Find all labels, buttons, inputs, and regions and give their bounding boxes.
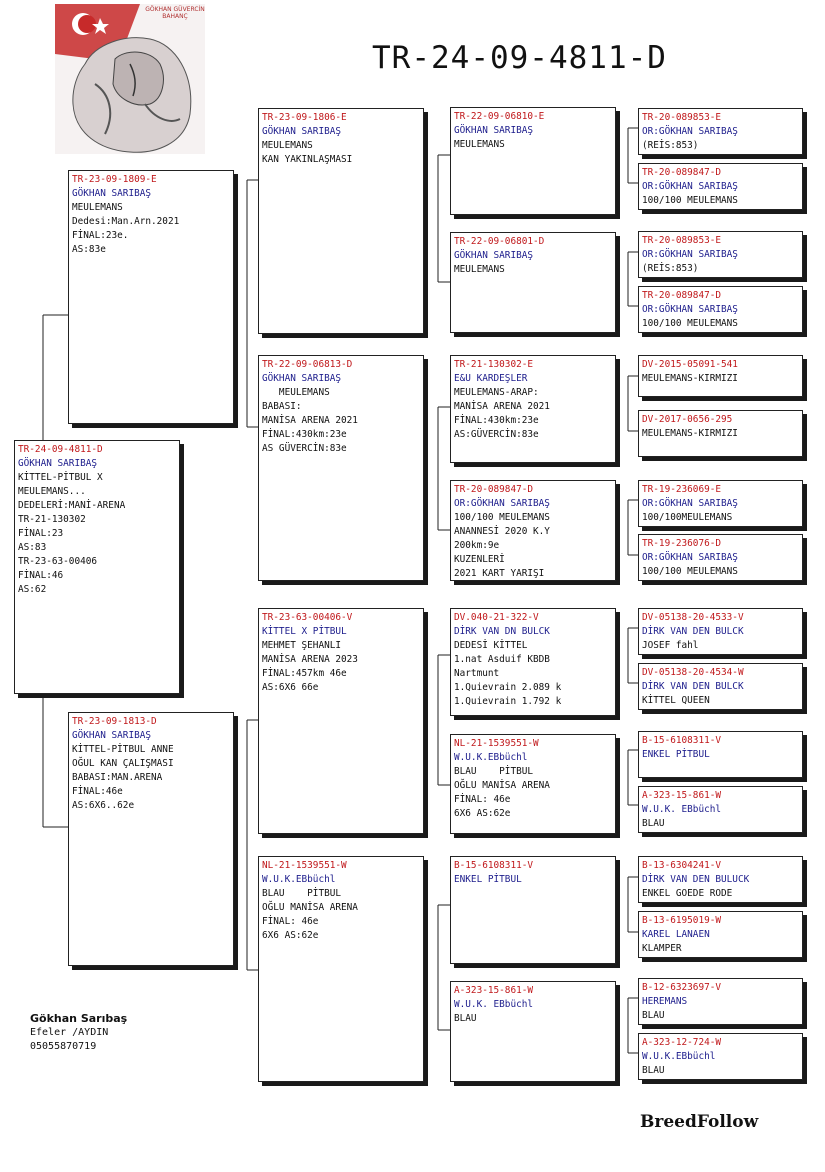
pigeon-info-line: DEDELERİ:MANİ-ARENA [18, 500, 126, 511]
pedigree-card-gen4-8 [638, 534, 803, 581]
pigeon-info-line: FİNAL:46e [72, 786, 123, 797]
pigeon-info-line: KLAMPER [642, 943, 682, 954]
breeder-name: GÖKHAN SARIBAŞ [18, 458, 98, 469]
pigeon-info-line: 1.Quievrain 1.792 k [454, 696, 562, 707]
breeder-name: W.U.K.EBbüchl [454, 752, 528, 763]
ring-number: DV-2015-05091-541 [642, 359, 738, 370]
breeder-name: W.U.K.EBbüchl [642, 1051, 716, 1062]
breeder-name: DİRK VAN DEN BULCK [642, 681, 744, 692]
pedigree-card-subject [14, 440, 180, 694]
pigeon-info-line: 200km:9e [454, 540, 500, 551]
pigeon-info-line: FİNAL:46 [18, 570, 64, 581]
ring-number: DV-2017-0656-295 [642, 414, 733, 425]
pigeon-info-line: BLAU PİTBUL [454, 766, 534, 777]
pigeon-info-line: KUZENLERİ [454, 554, 505, 565]
breeder-name: GÖKHAN SARIBAŞ [262, 126, 342, 137]
pigeon-info-line: AS GÜVERCİN:83e [262, 443, 347, 454]
ring-number: TR-20-089853-E [642, 235, 722, 246]
pigeon-info-line: 6X6 AS:62e [262, 930, 319, 941]
pigeon-info-line: Nartmunt [454, 668, 500, 679]
breeder-name: GÖKHAN SARIBAŞ [72, 188, 152, 199]
ring-number: TR-23-09-1806-E [262, 112, 347, 123]
pigeon-info-line: FİNAL:430km:23e [454, 415, 539, 426]
pigeon-info-line: MEULEMANS [454, 139, 505, 150]
ring-number: B-13-6304241-V [642, 860, 722, 871]
pedigree-card-gen3-6 [450, 734, 616, 834]
pigeon-info-line: 6X6 AS:62e [454, 808, 511, 819]
pedigree-card-gen3-2 [450, 232, 616, 333]
pedigree-card-gen4-2 [638, 163, 803, 210]
pedigree-card-gen3-5 [450, 608, 616, 716]
pigeon-info-line: 100/100 MEULEMANS [454, 512, 550, 523]
pigeon-info-line: MEULEMANS... [18, 486, 86, 497]
ring-number: A-323-15-861-W [454, 985, 534, 996]
breeder-name: OR:GÖKHAN SARIBAŞ [454, 498, 550, 509]
ring-number: B-15-6108311-V [454, 860, 534, 871]
pedigree-card-gen4-1 [638, 108, 803, 155]
pigeon-info-line: 1.Quievrain 2.089 k [454, 682, 562, 693]
pigeon-info-line: AS:83 [18, 542, 47, 553]
ring-number: DV.040-21-322-V [454, 612, 539, 623]
pigeon-info-line: BLAU PİTBUL [262, 888, 342, 899]
breeder-name: GÖKHAN SARIBAŞ [454, 250, 534, 261]
breeder-name: GÖKHAN SARIBAŞ [72, 730, 152, 741]
pigeon-info-line: FİNAL:23 [18, 528, 64, 539]
breeder-name: GÖKHAN SARIBAŞ [454, 125, 534, 136]
breeder-name: HEREMANS [642, 996, 688, 1007]
breeder-contact [30, 1012, 127, 1054]
breeder-name: OR:GÖKHAN SARIBAŞ [642, 181, 738, 192]
ring-number: TR-21-130302-E [454, 359, 534, 370]
pigeon-info-line: AS:6X6 66e [262, 682, 319, 693]
pedigree-card-sire-sire [258, 108, 424, 334]
breeder-phone: 05055870719 [30, 1041, 97, 1052]
pigeon-info-line: MEULEMANS [72, 202, 123, 213]
ring-number: TR-22-09-06813-D [262, 359, 353, 370]
pedigree-card-gen4-13 [638, 856, 803, 903]
pedigree-card-gen4-9 [638, 608, 803, 655]
pigeon-info-line: BABASI: [262, 401, 302, 412]
pedigree-card-gen4-11 [638, 731, 803, 778]
pigeon-info-line: OĞUL KAN ÇALIŞMASI [72, 758, 174, 769]
breeder-name: OR:GÖKHAN SARIBAŞ [642, 498, 738, 509]
ring-number: A-323-15-861-W [642, 790, 722, 801]
pedigree-card-gen4-5 [638, 355, 803, 397]
ring-number: TR-20-089847-D [454, 484, 534, 495]
ring-number: TR-20-089847-D [642, 167, 722, 178]
pedigree-card-gen4-4 [638, 286, 803, 333]
ring-number: TR-23-09-1809-E [72, 174, 157, 185]
ring-number: NL-21-1539551-W [262, 860, 347, 871]
pigeon-info-line: MEHMET ŞEHANLI [262, 640, 342, 651]
pedigree-card-gen4-15 [638, 978, 803, 1025]
pigeon-info-line: (REİS:853) [642, 140, 699, 151]
breeder-city: Efeler /AYDIN [30, 1027, 109, 1038]
pedigree-card-gen4-3 [638, 231, 803, 278]
pigeon-info-line: Dedesi:Man.Arn.2021 [72, 216, 180, 227]
pigeon-info-line: MANİSA ARENA 2023 [262, 654, 358, 665]
pedigree-card-gen4-16 [638, 1033, 803, 1080]
pigeon-info-line: BABASI:MAN.ARENA [72, 772, 163, 783]
ring-number: A-323-12-724-W [642, 1037, 722, 1048]
pigeon-info-line: MEULEMANS [262, 140, 313, 151]
pigeon-info-line: ANANNESİ 2020 K.Y [454, 526, 550, 537]
breeder-name: Gökhan Sarıbaş [30, 1012, 128, 1025]
pigeon-info-line: ENKEL GOEDE RODE [642, 888, 733, 899]
breeder-name: OR:GÖKHAN SARIBAŞ [642, 304, 738, 315]
pigeon-info-line: MEULEMANS-KIRMIZI [642, 428, 738, 439]
breeder-name: DİRK VAN DN BULCK [454, 626, 550, 637]
pigeon-info-line: BLAU [454, 1013, 477, 1024]
pigeon-info-line: 100/100 MEULEMANS [642, 195, 738, 206]
pigeon-info-line: MEULEMANS [454, 264, 505, 275]
pedigree-card-sire-dam [258, 355, 424, 581]
ring-number: TR-20-089847-D [642, 290, 722, 301]
pigeon-info-line: DEDESİ KİTTEL [454, 640, 528, 651]
pedigree-card-dam-sire [258, 608, 424, 834]
pigeon-info-line: AS:62 [18, 584, 47, 595]
breeder-name: KAREL LANAEN [642, 929, 710, 940]
ring-number: B-13-6195019-W [642, 915, 722, 926]
ring-number: TR-20-089853-E [642, 112, 722, 123]
logo [55, 4, 205, 154]
breeder-name: E&U KARDEŞLER [454, 373, 528, 384]
pigeon-info-line: MANİSA ARENA 2021 [262, 415, 358, 426]
pigeon-info-line: BLAU [642, 818, 665, 829]
pigeon-info-line: OĞLU MANİSA ARENA [262, 902, 358, 913]
ring-number: B-12-6323697-V [642, 982, 722, 993]
pigeon-info-line: TR-21-130302 [18, 514, 86, 525]
pedigree-card-gen4-12 [638, 786, 803, 833]
ring-number: DV-05138-20-4533-V [642, 612, 744, 623]
pigeon-info-line: KİTTEL QUEEN [642, 695, 710, 706]
breeder-name: OR:GÖKHAN SARIBAŞ [642, 126, 738, 137]
ring-number: TR-23-63-00406-V [262, 612, 353, 623]
ring-number: TR-19-236069-E [642, 484, 722, 495]
pigeon-info-line: JOSEF fahl [642, 640, 699, 651]
pigeon-info-line: MANİSA ARENA 2021 [454, 401, 550, 412]
pedigree-card-gen4-10 [638, 663, 803, 710]
breeder-name: DİRK VAN DEN BULCK [642, 626, 744, 637]
ring-number: TR-22-09-06801-D [454, 236, 545, 247]
breeder-name: W.U.K. EBbüchl [642, 804, 722, 815]
breeder-name: W.U.K.EBbüchl [262, 874, 336, 885]
pigeon-info-line: FİNAL:457km 46e [262, 668, 347, 679]
pedigree-card-dam [68, 712, 234, 966]
breeder-name: KİTTEL X PİTBUL [262, 626, 347, 637]
breeder-name: DİRK VAN DEN BULUCK [642, 874, 750, 885]
ring-number: TR-23-09-1813-D [72, 716, 157, 727]
pigeon-info-line: AS:GÜVERCİN:83e [454, 429, 539, 440]
breeder-name: OR:GÖKHAN SARIBAŞ [642, 552, 738, 563]
pigeon-info-line: FİNAL:23e. [72, 230, 129, 241]
ring-number: TR-24-09-4811-D [18, 444, 103, 455]
pigeon-info-line: 2021 KART YARIŞI [454, 568, 545, 579]
pigeon-info-line: MEULEMANS-ARAP: [454, 387, 539, 398]
pigeon-info-line: TR-23-63-00406 [18, 556, 98, 567]
breeder-name: GÖKHAN SARIBAŞ [262, 373, 342, 384]
pedigree-card-sire [68, 170, 234, 424]
pigeon-info-line: FİNAL:430km:23e [262, 429, 347, 440]
pedigree-card-gen4-14 [638, 911, 803, 958]
breeder-name: OR:GÖKHAN SARIBAŞ [642, 249, 738, 260]
pedigree-card-gen3-4 [450, 480, 616, 581]
pigeon-info-line: OĞLU MANİSA ARENA [454, 780, 550, 791]
brand-logo-text: BreedFollow [640, 1112, 759, 1132]
pigeon-info-line: BLAU [642, 1065, 665, 1076]
pigeon-info-line: FİNAL: 46e [454, 794, 511, 805]
pigeon-info-line: (REİS:853) [642, 263, 699, 274]
breeder-name: ENKEL PİTBUL [454, 874, 522, 885]
pigeon-info-line: AS:6X6..62e [72, 800, 135, 811]
pedigree-card-gen4-6 [638, 410, 803, 457]
pigeon-info-line: 100/100MEULEMANS [642, 512, 733, 523]
pedigree-card-gen3-7 [450, 856, 616, 964]
breeder-name: W.U.K. EBbüchl [454, 999, 534, 1010]
ring-number: DV-05138-20-4534-W [642, 667, 744, 678]
pedigree-card-gen3-3 [450, 355, 616, 463]
ring-number: TR-19-236076-D [642, 538, 722, 549]
pigeon-info-line: FİNAL: 46e [262, 916, 319, 927]
page-title: TR-24-09-4811-D [372, 40, 667, 76]
logo-caption: GÖKHAN GÜVERCİN BAHANÇ [145, 6, 205, 20]
pigeon-info-line: BLAU [642, 1010, 665, 1021]
breeder-name: ENKEL PİTBUL [642, 749, 710, 760]
pigeon-info-line: KİTTEL-PİTBUL X [18, 472, 103, 483]
pigeon-info-line: 100/100 MEULEMANS [642, 566, 738, 577]
ring-number: B-15-6108311-V [642, 735, 722, 746]
pigeon-info-line: KAN YAKINLAŞMASI [262, 154, 353, 165]
pigeon-info-line: MEULEMANS-KIRMIZI [642, 373, 738, 384]
pigeon-info-line: MEULEMANS [262, 387, 330, 398]
pigeon-info-line: AS:83e [72, 244, 106, 255]
pedigree-card-gen4-7 [638, 480, 803, 527]
pedigree-card-dam-dam [258, 856, 424, 1082]
pigeon-info-line: 100/100 MEULEMANS [642, 318, 738, 329]
ring-number: TR-22-09-06810-E [454, 111, 545, 122]
pigeon-info-line: 1.nat Asduif KBDB [454, 654, 550, 665]
pigeon-info-line: KİTTEL-PİTBUL ANNE [72, 744, 174, 755]
pedigree-card-gen3-8 [450, 981, 616, 1082]
ring-number: NL-21-1539551-W [454, 738, 539, 749]
pedigree-card-gen3-1 [450, 107, 616, 215]
